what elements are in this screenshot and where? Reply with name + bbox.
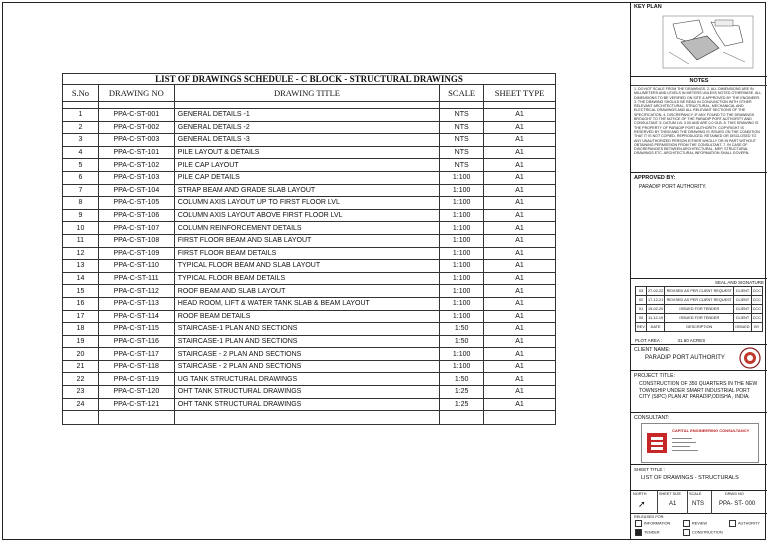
revision-date: 17-12-21	[646, 296, 664, 305]
row-drawing-no: PPA-C-ST-102	[98, 159, 174, 172]
row-drawing-no: PPA-C-ST-109	[98, 247, 174, 260]
row-drawing-title: OHT TANK STRUCTURAL DRAWINGS	[174, 398, 439, 411]
table-row	[63, 272, 556, 285]
revision-row	[636, 314, 763, 323]
row-drawing-no: PPA-C-ST-118	[98, 360, 174, 373]
row-drawing-no: PPA-C-ST-105	[98, 197, 174, 210]
row-drawing-no: PPA-C-ST-101	[98, 146, 174, 159]
row-scale: NTS	[440, 159, 484, 172]
revision-date: 19-02-20	[646, 305, 664, 314]
schedule-title: LIST OF DRAWINGS SCHEDULE - C BLOCK - STRUCTURAL DRAWINGS	[63, 74, 556, 85]
row-sheet-type: A1	[484, 197, 556, 210]
row-drawing-title: STAIRCASE-1 PLAN AND SECTIONS	[174, 323, 439, 336]
approved-by-label: APPROVED BY:	[634, 175, 676, 181]
header-scale: SCALE	[440, 85, 484, 102]
drawing-no-label: DRWG NO	[725, 492, 744, 496]
row-sno: 2	[63, 121, 99, 134]
row-sheet-type: A1	[484, 323, 556, 336]
seal-label: SEAL AND SIGNATURE	[714, 280, 764, 285]
row-sno: 7	[63, 184, 99, 197]
row-sno: 10	[63, 222, 99, 235]
header-drawing-title: DRAWING TITLE	[174, 85, 439, 102]
title-block	[630, 2, 766, 540]
row-sheet-type: A1	[484, 260, 556, 273]
released-for-options	[631, 520, 767, 536]
row-scale: 1:100	[440, 234, 484, 247]
revision-header-row	[636, 323, 763, 332]
schedule-title-row	[63, 74, 556, 85]
row-sno: 12	[63, 247, 99, 260]
header-sheet-type: SHEET TYPE	[484, 85, 556, 102]
row-sheet-type: A1	[484, 398, 556, 411]
key-plan-label: KEY PLAN	[634, 4, 662, 10]
row-scale: 1:25	[440, 386, 484, 399]
row-sno: 18	[63, 323, 99, 336]
release-option[interactable]	[635, 529, 683, 536]
row-sheet-type: A1	[484, 247, 556, 260]
client-section	[631, 345, 767, 371]
client-logo	[739, 347, 761, 369]
row-drawing-title: STRAP BEAM AND GRADE SLAB LAYOUT	[174, 184, 439, 197]
sheet-title-label: SHEET TITLE :	[634, 467, 665, 472]
row-sheet-type: A1	[484, 310, 556, 323]
release-option-label: CONSTRUCTION	[692, 530, 723, 535]
key-plan-section	[631, 2, 767, 77]
row-drawing-title: GENERAL DETAILS -1	[174, 109, 439, 122]
release-checkbox[interactable]	[683, 520, 690, 527]
north-arrow-icon: ➚	[638, 499, 646, 509]
revision-by: CCC	[751, 287, 762, 296]
revision-desc: REVISED AS PER CLIENT REQUEST	[665, 287, 734, 296]
table-row	[63, 121, 556, 134]
consultant-label: CONSULTANT:	[634, 415, 670, 421]
row-drawing-no: PPA-C-ST-110	[98, 260, 174, 273]
revision-rev: 01	[636, 305, 647, 314]
sheet-title-section	[631, 465, 767, 491]
row-scale: 1:50	[440, 323, 484, 336]
trailing-empty-row	[63, 411, 556, 425]
row-drawing-no: PPA-C-ST-111	[98, 272, 174, 285]
row-scale: NTS	[440, 121, 484, 134]
notes-label: NOTES	[631, 77, 767, 86]
release-option[interactable]	[683, 529, 729, 536]
row-sno: 19	[63, 335, 99, 348]
sheet-size-value: A1	[669, 501, 677, 507]
revision-issued: CLIENT	[734, 287, 751, 296]
scale-label: SCALE	[689, 492, 702, 496]
row-drawing-title: STAIRCASE - 2 PLAN AND SECTIONS	[174, 348, 439, 361]
revision-desc: ISSUED FOR TENDER	[665, 314, 734, 323]
row-sheet-type: A1	[484, 121, 556, 134]
row-scale: 1:100	[440, 285, 484, 298]
sheet-title-value: LIST OF DRAWINGS - STRUCTURALS	[641, 475, 739, 481]
row-drawing-title: FIRST FLOOR BEAM DETAILS	[174, 247, 439, 260]
row-sno: 15	[63, 285, 99, 298]
table-row	[63, 159, 556, 172]
row-drawing-no: PPA-C-ST-114	[98, 310, 174, 323]
notes-text: 1. DO NOT SCALE FROM THE DRAWINGS. 2. ALL DIMENSIONS ARE IN MILLIMETERS AND LEVELS IN METERS UNLESS NOTED OTHERWISE. ALL DIMENSIONS TO BE VERIFIED ON SITE & APPROVED BY THE ENGINEER. 3. THE DRAWING SHOULD BE READ IN CONJUNCTION WITH OTHER RELEVANT ARCHITECTURAL, STRUCTURAL, MECHANICAL AND ELECTRICAL DRAWINGS AND ALL RELEVANT SECTIONS OF THE SPECIFICATION. 4. DISCREPANCY, IF ANY FOUND TO THE DRAWINGS BROUGHT TO THE NOTICE OF THE PARADIP PORT AUTHORITY AND CONSULTANT. 5. DATUM LVL 0.00 AND ARE 0.0 GLB. 6. THIS DRAWING IS THE PROPERTY OF PARADIP PORT AUTHORITY. COPYRIGHT IS RESERVED BY THEM AND THE DRAWING IS ISSUED ON THE CONDITION THAT IT IS NOT COPIED, REPRODUCED, RETAINED OR DISCLOSED TO ANY UNAUTHORIZED PERSON EITHER WHOLLY OR IN PART WITHOUT OBTAINING PERMISSION FROM THE CONSULTANT. 7. IN CASE OF DISCREPANCIES BETWEEN ARCHITECTURAL, MEP, STRUCTURAL DRAWINGS ETC. ARCHITECTURAL INFORMATION SHALL GOVERN.	[634, 87, 762, 156]
row-drawing-no: PPA-C-ST-106	[98, 209, 174, 222]
row-drawing-no: PPA-C-ST-003	[98, 134, 174, 147]
row-scale: NTS	[440, 134, 484, 147]
revision-issued: CLIENT	[734, 314, 751, 323]
schedule-body	[63, 109, 556, 411]
row-drawing-title: FIRST FLOOR BEAM AND SLAB LAYOUT	[174, 234, 439, 247]
date-header: DATE	[646, 323, 664, 332]
table-row	[63, 335, 556, 348]
revision-by: CCC	[751, 314, 762, 323]
row-drawing-title: TYPICAL FLOOR BEAM DETAILS	[174, 272, 439, 285]
row-sno: 1	[63, 109, 99, 122]
row-sno: 13	[63, 260, 99, 273]
row-sno: 5	[63, 159, 99, 172]
release-option-label: REVIEW	[692, 521, 707, 526]
row-sheet-type: A1	[484, 222, 556, 235]
row-drawing-no: PPA-C-ST-120	[98, 386, 174, 399]
table-row	[63, 398, 556, 411]
spacer-row	[63, 102, 556, 109]
rev-header: REV	[636, 323, 647, 332]
released-for-section	[631, 514, 767, 540]
release-option-label: INFORMATION	[644, 521, 671, 526]
row-drawing-no: PPA-C-ST-116	[98, 335, 174, 348]
row-scale: 1:100	[440, 171, 484, 184]
row-scale: 1:25	[440, 398, 484, 411]
revision-rev: 03	[636, 287, 647, 296]
release-option-label: TENDER	[644, 530, 660, 535]
table-row	[63, 310, 556, 323]
revision-desc: ISSUED FOR TENDER	[665, 305, 734, 314]
by-header: BY	[751, 323, 762, 332]
revision-by: CCC	[751, 305, 762, 314]
revision-date: 11-12-19	[646, 314, 664, 323]
row-drawing-no: PPA-C-ST-113	[98, 297, 174, 310]
row-sheet-type: A1	[484, 159, 556, 172]
project-title: CONSTRUCTION OF 350 QUARTERS IN THE NEW TOWNSHIP UNDER SMART INDUSTRIAL PORT CITY (SIPC) PLAN AT PARADIP,ODISHA , INDIA.	[639, 381, 758, 400]
row-scale: 1:100	[440, 197, 484, 210]
table-row	[63, 360, 556, 373]
row-scale: 1:50	[440, 373, 484, 386]
table-row	[63, 184, 556, 197]
release-checkbox[interactable]	[635, 520, 642, 527]
north-label: NORTH	[633, 492, 647, 496]
row-drawing-title: HEAD ROOM, LIFT & WATER TANK SLAB & BEAM LAYOUT	[174, 297, 439, 310]
revision-rev: 00	[636, 314, 647, 323]
row-drawing-title: STAIRCASE-1 PLAN AND SECTIONS	[174, 335, 439, 348]
released-for-label: RELEASED FOR:	[634, 515, 665, 519]
row-sno: 24	[63, 398, 99, 411]
description-header: DESCRIPTION	[665, 323, 734, 332]
row-sno: 8	[63, 197, 99, 210]
revision-issued: CLIENT	[734, 305, 751, 314]
key-plan-image	[659, 12, 759, 72]
release-option[interactable]	[635, 520, 683, 527]
row-sno: 9	[63, 209, 99, 222]
row-scale: 1:50	[440, 335, 484, 348]
row-drawing-title: COLUMN AXIS LAYOUT ABOVE FIRST FLOOR LVL	[174, 209, 439, 222]
row-sheet-type: A1	[484, 272, 556, 285]
release-option[interactable]	[683, 520, 729, 527]
row-scale: 1:100	[440, 247, 484, 260]
row-sno: 6	[63, 171, 99, 184]
row-drawing-title: COLUMN AXIS LAYOUT UP TO FIRST FLOOR LVL	[174, 197, 439, 210]
client-name: PARADIP PORT AUTHORITY	[645, 355, 725, 361]
row-drawing-no: PPA-C-ST-119	[98, 373, 174, 386]
table-row	[63, 109, 556, 122]
row-drawing-no: PPA-C-ST-115	[98, 323, 174, 336]
row-sno: 22	[63, 373, 99, 386]
row-sheet-type: A1	[484, 360, 556, 373]
row-drawing-no: PPA-C-ST-117	[98, 348, 174, 361]
row-sheet-type: A1	[484, 209, 556, 222]
row-sheet-type: A1	[484, 373, 556, 386]
revision-date: 27-02-22	[646, 287, 664, 296]
plot-area	[631, 337, 709, 344]
row-scale: 1:100	[440, 348, 484, 361]
row-drawing-title: OHT TANK STRUCTURAL DRAWINGS	[174, 386, 439, 399]
sheet-info-section	[631, 491, 767, 514]
row-drawing-title: GENERAL DETAILS -3	[174, 134, 439, 147]
table-row	[63, 348, 556, 361]
release-option[interactable]	[729, 520, 768, 527]
consultant-name: CAPITAL ENGINEERING CONSULTANCY	[672, 428, 750, 433]
revision-issued: CLIENT	[734, 296, 751, 305]
sheet-size-label: SHEET SIZE	[659, 492, 682, 496]
table-row	[63, 260, 556, 273]
approved-by-value: PARADIP PORT AUTHORITY.	[639, 184, 707, 190]
row-scale: 1:100	[440, 260, 484, 273]
row-scale: 1:100	[440, 272, 484, 285]
project-section	[631, 371, 767, 413]
release-checkbox[interactable]	[635, 529, 642, 536]
row-scale: 1:100	[440, 310, 484, 323]
revision-table	[635, 286, 763, 332]
schedule-header-row	[63, 85, 556, 102]
drawing-no-value: PPA- ST- 000	[719, 501, 756, 507]
table-row	[63, 209, 556, 222]
row-scale: 1:100	[440, 209, 484, 222]
row-drawing-title: COLUMN REINFORCEMENT DETAILS	[174, 222, 439, 235]
row-sheet-type: A1	[484, 335, 556, 348]
row-sno: 14	[63, 272, 99, 285]
consultant-logo-icon	[646, 432, 668, 454]
table-row	[63, 197, 556, 210]
row-drawing-no: PPA-C-ST-002	[98, 121, 174, 134]
row-drawing-no: PPA-C-ST-103	[98, 171, 174, 184]
row-sheet-type: A1	[484, 184, 556, 197]
client-label: CLIENT NAME:	[634, 347, 671, 353]
row-sheet-type: A1	[484, 146, 556, 159]
approved-by-section	[631, 173, 767, 279]
row-scale: 1:100	[440, 222, 484, 235]
plot-area-label: PLOT AREA :	[635, 338, 663, 343]
consultant-section	[631, 413, 767, 465]
row-sno: 21	[63, 360, 99, 373]
row-sno: 16	[63, 297, 99, 310]
revision-section	[631, 279, 767, 345]
row-drawing-title: ROOF BEAM DETAILS	[174, 310, 439, 323]
row-drawing-no: PPA-C-ST-107	[98, 222, 174, 235]
table-row	[63, 386, 556, 399]
row-drawing-no: PPA-C-ST-001	[98, 109, 174, 122]
revision-row	[636, 305, 763, 314]
release-checkbox[interactable]	[729, 520, 736, 527]
row-drawing-title: TYPICAL FLOOR BEAM AND SLAB LAYOUT	[174, 260, 439, 273]
table-row	[63, 323, 556, 336]
row-sno: 23	[63, 386, 99, 399]
row-drawing-title: PILE LAYOUT & DETAILS	[174, 146, 439, 159]
row-drawing-title: UG TANK STRUCTURAL DRAWINGS	[174, 373, 439, 386]
row-sheet-type: A1	[484, 134, 556, 147]
row-drawing-title: STAIRCASE - 2 PLAN AND SECTIONS	[174, 360, 439, 373]
row-scale: NTS	[440, 109, 484, 122]
row-sheet-type: A1	[484, 297, 556, 310]
table-row	[63, 171, 556, 184]
row-sno: 17	[63, 310, 99, 323]
row-sheet-type: A1	[484, 234, 556, 247]
row-drawing-no: PPA-C-ST-112	[98, 285, 174, 298]
project-label: PROJECT TITLE:	[634, 373, 676, 379]
issued-header: ISSUED	[734, 323, 751, 332]
row-sno: 3	[63, 134, 99, 147]
row-scale: 1:100	[440, 297, 484, 310]
row-sheet-type: A1	[484, 171, 556, 184]
row-scale: 1:100	[440, 184, 484, 197]
scale-value: NTS	[692, 501, 704, 507]
revision-by: CCC	[751, 296, 762, 305]
release-option-label: AUTHORITY	[738, 521, 760, 526]
row-sheet-type: A1	[484, 386, 556, 399]
row-scale: 1:100	[440, 360, 484, 373]
row-drawing-title: PILE CAP DETAILS	[174, 171, 439, 184]
row-drawing-title: ROOF BEAM AND SLAB LAYOUT	[174, 285, 439, 298]
header-sno: S.No	[63, 85, 99, 102]
consultant-logo-box	[641, 423, 759, 463]
table-row	[63, 285, 556, 298]
row-sheet-type: A1	[484, 109, 556, 122]
release-checkbox[interactable]	[683, 529, 690, 536]
row-sheet-type: A1	[484, 348, 556, 361]
row-drawing-no: PPA-C-ST-121	[98, 398, 174, 411]
revision-row	[636, 296, 763, 305]
header-drawing-no: DRAWING NO	[98, 85, 174, 102]
row-drawing-no: PPA-C-ST-104	[98, 184, 174, 197]
table-row	[63, 222, 556, 235]
table-row	[63, 146, 556, 159]
plot-area-value: 31.60 ACRES	[677, 338, 706, 343]
row-sno: 11	[63, 234, 99, 247]
row-sno: 4	[63, 146, 99, 159]
row-drawing-no: PPA-C-ST-108	[98, 234, 174, 247]
revision-desc: REVISED AS PER CLIENT REQUEST	[665, 296, 734, 305]
table-row	[63, 373, 556, 386]
table-row	[63, 134, 556, 147]
table-row	[63, 297, 556, 310]
table-row	[63, 247, 556, 260]
notes-section	[631, 77, 767, 173]
row-drawing-title: GENERAL DETAILS -2	[174, 121, 439, 134]
row-scale: NTS	[440, 146, 484, 159]
row-drawing-title: PILE CAP LAYOUT	[174, 159, 439, 172]
drawing-schedule-table	[62, 73, 556, 425]
table-row	[63, 234, 556, 247]
revision-rev: 02	[636, 296, 647, 305]
revision-row	[636, 287, 763, 296]
row-sno: 20	[63, 348, 99, 361]
row-sheet-type: A1	[484, 285, 556, 298]
